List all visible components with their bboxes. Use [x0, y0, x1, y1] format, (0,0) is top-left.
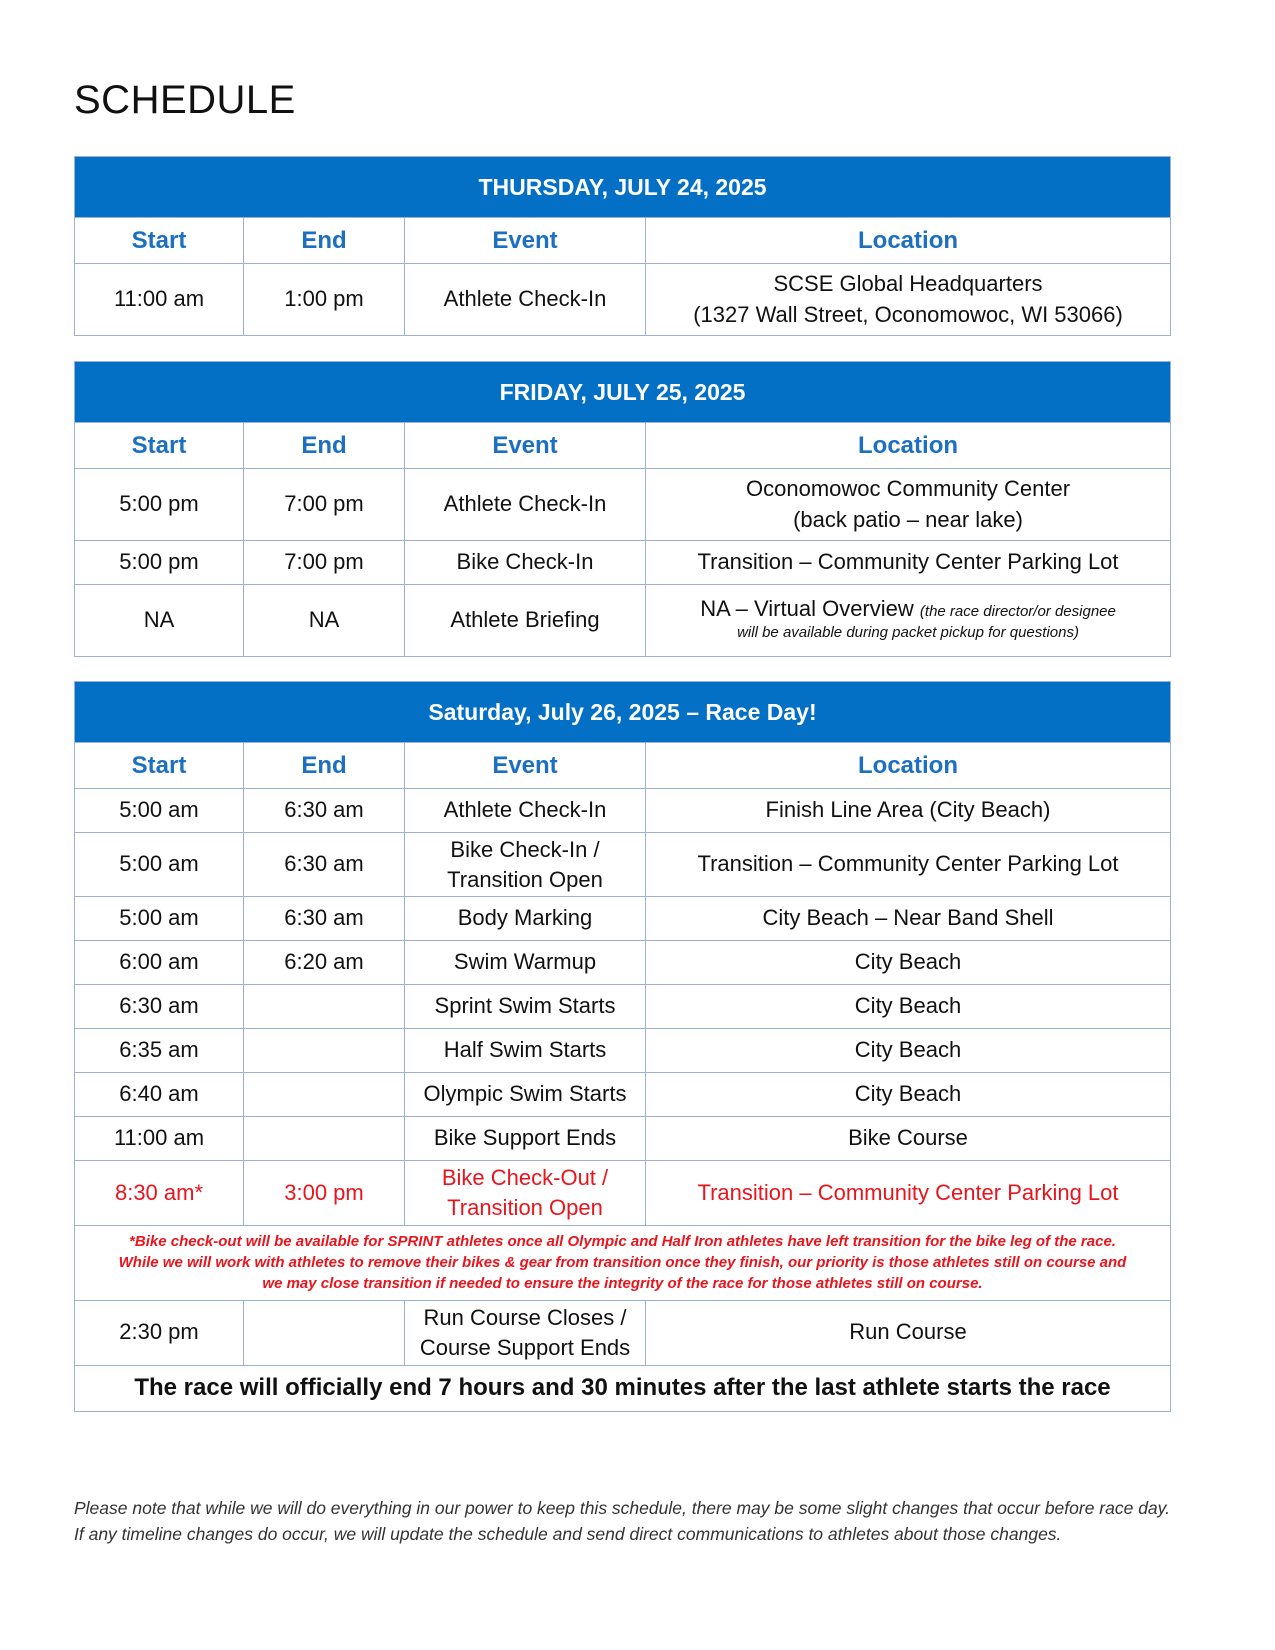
end-cell: 6:30 am [244, 897, 405, 941]
event-cell: Half Swim Starts [405, 1029, 646, 1073]
table-row [75, 1073, 1171, 1117]
location-cell: Transition – Community Center Parking Lot [646, 833, 1171, 897]
start-cell: 2:30 pm [75, 1300, 244, 1365]
table-row [75, 941, 1171, 985]
note-line: we may close transition if needed to ensure the integrity of the race for those athletes still on course. [262, 1275, 983, 1293]
table-row-highlighted [75, 1161, 1171, 1225]
location-cell [646, 585, 1171, 657]
end-cell: 7:00 pm [244, 469, 405, 541]
column-header-start: Start [75, 423, 244, 469]
event-line: Transition Open [447, 866, 603, 892]
event-cell: Swim Warmup [405, 941, 646, 985]
location-note: (the race director/or designee [919, 603, 1116, 621]
thursday-schedule-table [74, 156, 1171, 336]
start-cell: 8:30 am* [75, 1161, 244, 1225]
event-line: Bike Check-Out / [441, 1165, 609, 1191]
column-header-start: Start [75, 743, 244, 789]
location-cell: City Beach [646, 1029, 1171, 1073]
location-cell: Run Course [646, 1300, 1171, 1365]
column-header-end: End [244, 743, 405, 789]
column-header-row [75, 218, 1171, 264]
start-cell: 6:35 am [75, 1029, 244, 1073]
start-cell: NA [75, 585, 244, 657]
start-cell: 5:00 am [75, 897, 244, 941]
day-heading: Saturday, July 26, 2025 – Race Day! [75, 682, 1171, 743]
column-header-location: Location [646, 743, 1171, 789]
event-cell: Body Marking [405, 897, 646, 941]
end-cell: 7:00 pm [244, 541, 405, 585]
end-cell [244, 1117, 405, 1161]
location-cell: Bike Course [646, 1117, 1171, 1161]
event-line: Transition Open [447, 1195, 603, 1221]
race-end-row [75, 1365, 1171, 1411]
location-line: (back patio – near lake) [793, 506, 1023, 532]
note-line: *Bike check-out will be available for SPRINT athletes once all Olympic and Half Iron athletes have left transition for the bike leg of the race. [129, 1233, 1116, 1251]
location-line [652, 596, 1164, 622]
location-line: Oconomowoc Community Center [746, 475, 1071, 501]
event-cell: Athlete Check-In [405, 264, 646, 336]
event-cell: Olympic Swim Starts [405, 1073, 646, 1117]
event-cell: Athlete Briefing [405, 585, 646, 657]
location-cell [646, 264, 1171, 336]
end-cell [244, 1029, 405, 1073]
location-cell: Transition – Community Center Parking Lot [646, 541, 1171, 585]
column-header-location: Location [646, 218, 1171, 264]
location-cell: Finish Line Area (City Beach) [646, 789, 1171, 833]
event-cell: Sprint Swim Starts [405, 985, 646, 1029]
location-cell: Transition – Community Center Parking Lot [646, 1161, 1171, 1225]
day-heading: THURSDAY, JULY 24, 2025 [75, 157, 1171, 218]
location-cell: City Beach – Near Band Shell [646, 897, 1171, 941]
end-cell: 6:30 am [244, 833, 405, 897]
end-cell [244, 1300, 405, 1365]
location-cell: City Beach [646, 1073, 1171, 1117]
event-cell: Bike Check-In [405, 541, 646, 585]
day-header-row [75, 362, 1171, 423]
start-cell: 5:00 pm [75, 541, 244, 585]
start-cell: 6:00 am [75, 941, 244, 985]
table-row [75, 541, 1171, 585]
table-row [75, 585, 1171, 657]
end-cell [244, 985, 405, 1029]
column-header-event: Event [405, 743, 646, 789]
friday-schedule-table [74, 361, 1171, 657]
page-title: SCHEDULE [74, 78, 296, 122]
event-cell [405, 833, 646, 897]
location-cell: City Beach [646, 985, 1171, 1029]
start-cell: 11:00 am [75, 264, 244, 336]
column-header-row [75, 423, 1171, 469]
column-header-end: End [244, 423, 405, 469]
table-row [75, 1300, 1171, 1365]
event-line: Course Support Ends [419, 1334, 631, 1360]
column-header-start: Start [75, 218, 244, 264]
table-row [75, 897, 1171, 941]
event-cell: Athlete Check-In [405, 789, 646, 833]
start-cell: 11:00 am [75, 1117, 244, 1161]
bike-checkout-note [75, 1225, 1171, 1300]
event-line: Run Course Closes / [423, 1305, 627, 1331]
start-cell: 5:00 am [75, 833, 244, 897]
table-row [75, 469, 1171, 541]
column-header-event: Event [405, 218, 646, 264]
start-cell: 6:30 am [75, 985, 244, 1029]
location-cell [646, 469, 1171, 541]
race-end-statement: The race will officially end 7 hours and 30 minutes after the last athlete starts the race [75, 1365, 1171, 1411]
end-cell: NA [244, 585, 405, 657]
footer-note: Please note that while we will do everything in our power to keep this schedule, there may be some slight changes that occur before race day. If any timeline changes do occur, we will update the schedule and send direct communications to athletes about those changes. [74, 1498, 1170, 1545]
event-cell [405, 1161, 646, 1225]
start-cell: 5:00 pm [75, 469, 244, 541]
column-header-location: Location [646, 423, 1171, 469]
location-line: SCSE Global Headquarters [773, 270, 1043, 296]
day-header-row [75, 157, 1171, 218]
location-cell: City Beach [646, 941, 1171, 985]
event-cell [405, 1300, 646, 1365]
note-line: While we will work with athletes to remove their bikes & gear from transition once they finish, our priority is those athletes still on course and [118, 1254, 1127, 1272]
event-cell: Bike Support Ends [405, 1117, 646, 1161]
end-cell: 6:20 am [244, 941, 405, 985]
start-cell: 5:00 am [75, 789, 244, 833]
location-note: will be available during packet pickup for questions) [737, 624, 1079, 642]
day-header-row [75, 682, 1171, 743]
event-cell: Athlete Check-In [405, 469, 646, 541]
table-row [75, 789, 1171, 833]
end-cell: 3:00 pm [244, 1161, 405, 1225]
end-cell [244, 1073, 405, 1117]
bike-checkout-note-row [75, 1225, 1171, 1300]
location-main: NA – Virtual Overview [700, 596, 914, 622]
column-header-row [75, 743, 1171, 789]
table-row [75, 1029, 1171, 1073]
event-line: Bike Check-In / [450, 837, 600, 862]
end-cell: 1:00 pm [244, 264, 405, 336]
start-cell: 6:40 am [75, 1073, 244, 1117]
saturday-schedule-table [74, 681, 1171, 1412]
table-row [75, 833, 1171, 897]
column-header-end: End [244, 218, 405, 264]
table-row [75, 264, 1171, 336]
table-row [75, 985, 1171, 1029]
table-row [75, 1117, 1171, 1161]
column-header-event: Event [405, 423, 646, 469]
location-line: (1327 Wall Street, Oconomowoc, WI 53066) [693, 301, 1123, 327]
day-heading: FRIDAY, JULY 25, 2025 [75, 362, 1171, 423]
end-cell: 6:30 am [244, 789, 405, 833]
